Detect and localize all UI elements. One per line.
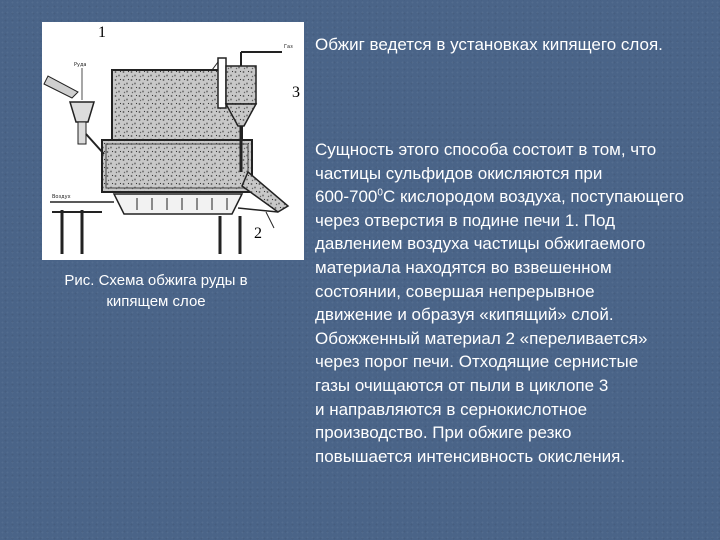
body-line: Обожженный материал 2 «переливается» [315,328,648,348]
body-line: и направляются в сернокислотное [315,399,588,419]
body-line: давлением воздуха частицы обжигаемого [315,234,646,254]
temperature-range: 600-700 [315,187,378,207]
ore-label: Руда [74,62,87,68]
figure-caption: Рис. Схема обжига руды в кипящем слое [64,272,248,310]
body-line: повышается интенсивность окисления. [315,446,626,466]
body-line: через отверстия в подине печи 1. Под [315,210,616,230]
body-line [315,185,720,209]
body-line: производство. При обжиге резко [315,423,572,443]
degree-mark: 0 [377,187,383,199]
gas-outlet-label: Газ [284,44,293,50]
label-3: 3 [292,84,300,101]
body-line: через порог печи. Отходящие сернистые [315,352,639,372]
body-line-rest: С кислородом воздуха, поступающего [382,187,685,207]
discharge-chute [238,172,288,228]
air-inlet-label: Воздух [52,194,71,200]
body-line: частицы сульфидов окисляются при [315,163,603,183]
body-line: материала находятся во взвешенном [315,257,612,277]
feed-hopper [44,62,104,154]
label-2: 2 [254,225,262,242]
body-line: состоянии, совершая непрерывное [315,281,595,301]
furnace-diagram [42,22,304,260]
supports [52,210,240,254]
label-1: 1 [98,24,106,41]
body-paragraph [315,138,720,468]
body-line: Сущность этого способа состоит в том, что [315,140,657,159]
body-line: газы очищаются от пыли в циклопе 3 [315,375,609,395]
heading-text: Обжиг ведется в установках кипящего слоя. [315,35,663,54]
body-line: движение и образуя «кипящий» слой. [315,305,614,325]
